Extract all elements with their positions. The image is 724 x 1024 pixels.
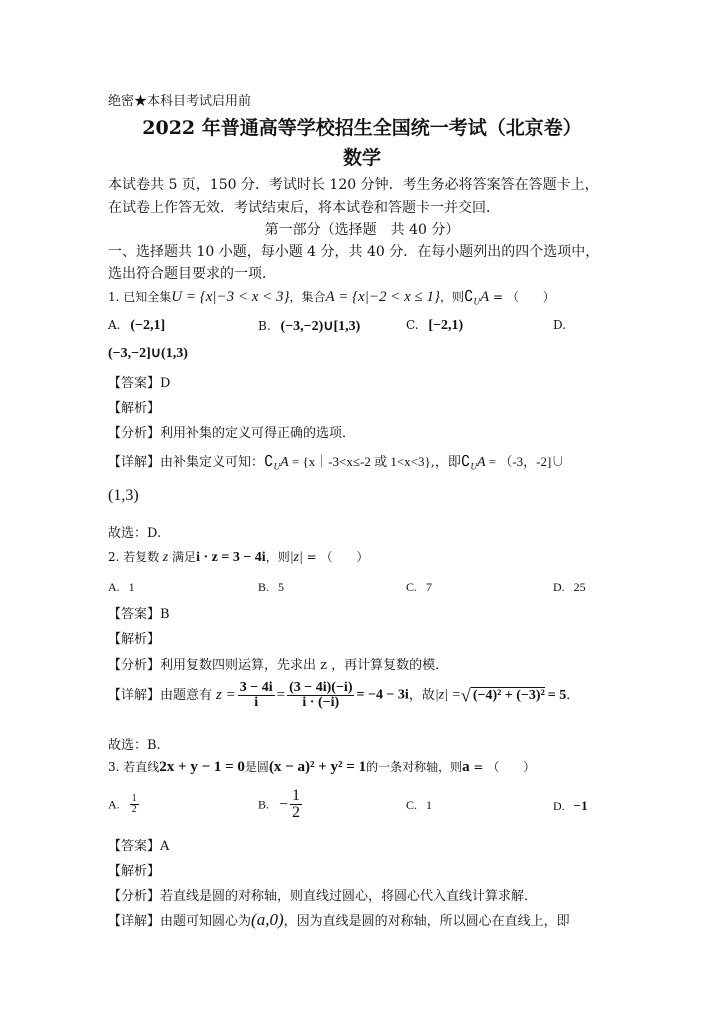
intro-line-1: 本试卷共 5 页，150 分．考试时长 120 分钟．考生务必将答案答在答题卡上， [108,177,599,193]
q2-fraction-2: $\frac{(3 - 4i)(-i)}{i \cdot (-i)}$ [289,680,353,710]
q3-fenxi: 【分析】若直线是圆的对称轴，则直线过圆心，将圆心代入直线计算求解． [108,889,538,904]
q2-fenxi: 【分析】利用复数四则运算，先求出 z ，再计算复数的模． [108,658,449,673]
q1-answer: 【答案】D [108,376,171,391]
q1-detail-continuation: (1,3) [108,487,139,504]
q3-detail: 【详解】由题可知圆心为(a,0)，因为直线是圆的对称轴，所以圆心在直线上，即 [108,910,570,929]
q2-option-d: D. 25 [553,580,586,594]
secret-label: 绝密★本科目考试启用前 [108,94,252,109]
q3-answer: 【答案】A [108,839,170,854]
q1-detail: 【详解】由补集定义可知：$∁_UA$ = {x｜-3<x≤-2 或 1<x<3},，即$∁_UA = (-3$，-2]∪ [108,454,565,472]
q2-analysis-tag: 【解析】 [108,632,161,647]
q2-option-b: B. 5 [258,580,285,594]
q2-answer: 【答案】B [108,607,170,622]
q2-option-c: C. 7 [406,580,433,594]
q1-fenxi: 【分析】利用补集的定义可得正确的选项． [108,426,356,441]
q3-stem: 3. 若直线2x + y − 1 = 0是圆(x − a)² + y² = 1的一条对称轴，则a = （ ） [108,759,536,775]
q1-set-u: U = {x|−3 < x < 3} [171,289,290,305]
q1-stem-mid: ，集合 [289,290,326,304]
q3-option-b: B. − $\frac{1}{2}$ [258,787,301,821]
sqrt-icon: √ [460,685,471,706]
q1-conclusion: 故选：D. [108,526,162,541]
q1-option-d-text: (−3,−2]∪(1,3) [108,346,188,361]
q1-stem-then: ，则 [439,290,464,304]
q1-stem [108,287,555,306]
q2-conclusion: 故选：B. [108,738,161,753]
q3-option-d: D. −1 [553,798,588,813]
q3-option-a: A. $\frac{1}{2}$ [108,793,137,815]
part1-instruction-2: 选出符合题目要求的一项． [108,266,276,282]
q1-set-a: A = {x|−2 < x ≤ 1} [325,289,440,305]
q2-fraction-1: $\frac{3 - 4i}{i}$ [239,680,273,710]
q1-option-c: C. [−2,1) [406,318,464,333]
q1-option-d: D. [553,318,567,332]
q1-stem-prefix: 1. 已知全集 [108,290,172,304]
q1-option-a: A. (−2,1] [108,318,166,333]
subject-title: 数学 [342,147,381,169]
q1-analysis-tag: 【解析】 [108,401,161,416]
exam-title: 2022 年普通高等学校招生全国统一考试（北京卷） [142,117,582,139]
q2-stem: 2. 若复数 z 满足i · z = 3 − 4i，则|z| = （ ） [108,550,369,565]
part1-instruction-1: 一、选择题共 10 小题，每小题 4 分，共 40 分．在每小题列出的四个选项中， [108,244,600,260]
q1-stem-sub: U [473,296,481,307]
q3-analysis-tag: 【解析】 [108,864,161,879]
part1-title: 第一部分（选择题 共 40 分） [264,222,460,238]
complement-icon: ∁ [464,289,474,305]
q3-option-c: C. 1 [406,798,433,812]
q2-option-a: A. 1 [108,580,135,594]
q1-option-b: B. (−3,−2)∪[1,3) [258,319,361,334]
q1-stem-a2: A [480,289,490,305]
q1-stem-end: = （ ） [489,290,555,304]
q2-detail: 【详解】由题意有 z = $\frac{3 - 4i}{i}$ = $\frac{(3 - 4i)(-i)}{i \cdot (-i)}$ = −4 − 3i，故|z| =√ (−4)² + (−3)² = 5． [108,680,580,710]
intro-line-2: 在试卷上作答无效．考试结束后，将本试卷和答题卡一并交回． [108,200,500,216]
